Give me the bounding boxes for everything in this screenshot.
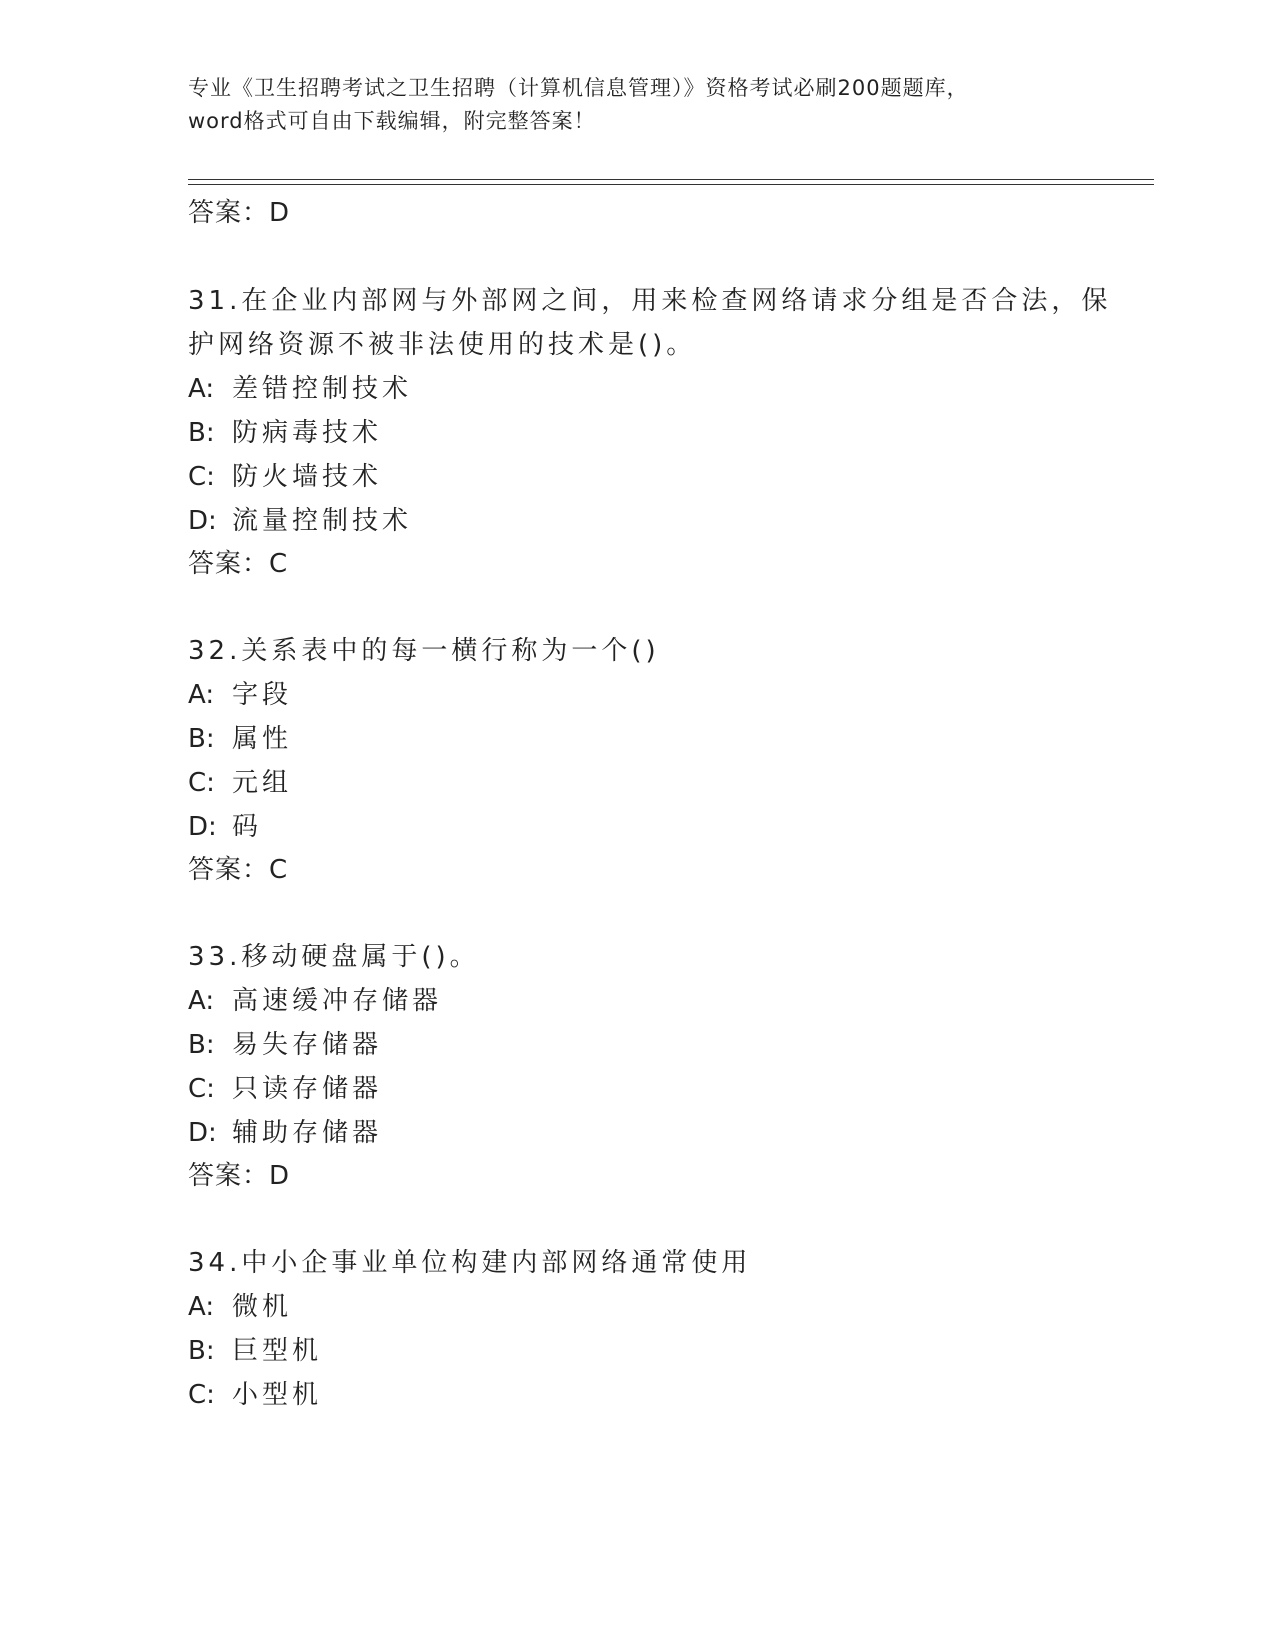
option-text: 易失存储器 [232, 1030, 383, 1060]
document-header [188, 72, 1088, 138]
question-32-option-a [188, 674, 292, 711]
question-33-answer: 答案：D [188, 1161, 291, 1191]
question-31-stem-line-1: 31.在企业内部网与外部网之间，用来检查网络请求分组是否合法，保 [188, 286, 1112, 316]
question-33-option-a [188, 980, 442, 1017]
question-33-option-b [188, 1024, 382, 1061]
option-text: 属性 [232, 724, 293, 754]
option-key: B: [188, 1336, 215, 1366]
option-key: D: [188, 1118, 217, 1148]
question-34-option-b [188, 1330, 322, 1367]
question-32-answer: 答案：C [188, 855, 289, 885]
question-32-option-c [188, 762, 292, 799]
question-31-option-b [188, 412, 382, 449]
option-text: 防病毒技术 [232, 418, 383, 448]
header-divider-top [188, 179, 1154, 180]
option-key: A: [188, 374, 215, 404]
question-33-option-d [188, 1112, 382, 1149]
answer-previous: 答案：D [188, 198, 291, 228]
option-text: 防火墙技术 [232, 462, 383, 492]
option-key: B: [188, 418, 215, 448]
question-34-option-c [188, 1374, 322, 1411]
question-34-option-a [188, 1286, 292, 1323]
option-text: 巨型机 [232, 1336, 323, 1366]
option-key: D: [188, 506, 217, 536]
question-31-option-d [188, 500, 412, 537]
question-32-option-d [188, 806, 262, 843]
question-33-option-c [188, 1068, 382, 1105]
option-text: 字段 [232, 680, 293, 710]
option-key: C: [188, 462, 215, 492]
question-31-option-a [188, 368, 412, 405]
option-text: 差错控制技术 [232, 374, 413, 404]
option-key: C: [188, 768, 215, 798]
option-text: 小型机 [232, 1380, 323, 1410]
option-key: A: [188, 1292, 215, 1322]
option-text: 辅助存储器 [232, 1118, 383, 1148]
question-34-stem-line-1: 34.中小企事业单位构建内部网络通常使用 [188, 1248, 752, 1278]
question-33-stem-line-1: 33.移动硬盘属于()。 [188, 942, 480, 972]
header-title-line-1: 专业《卫生招聘考试之卫生招聘（计算机信息管理）》资格考试必刷200题题库， [188, 76, 969, 100]
option-key: B: [188, 1030, 215, 1060]
option-key: B: [188, 724, 215, 754]
option-key: C: [188, 1380, 215, 1410]
question-31-answer: 答案：C [188, 549, 289, 579]
option-text: 流量控制技术 [232, 506, 413, 536]
question-31-option-c [188, 456, 382, 493]
option-text: 元组 [232, 768, 293, 798]
option-text: 只读存储器 [232, 1074, 383, 1104]
question-31-stem-line-2: 护网络资源不被非法使用的技术是()。 [188, 330, 697, 360]
header-title-line-2: word格式可自由下载编辑，附完整答案！ [188, 109, 596, 133]
option-text: 码 [232, 812, 263, 842]
option-key: C: [188, 1074, 215, 1104]
option-text: 微机 [232, 1292, 293, 1322]
question-32-option-b [188, 718, 292, 755]
option-text: 高速缓冲存储器 [232, 986, 443, 1016]
option-key: A: [188, 680, 215, 710]
option-key: A: [188, 986, 215, 1016]
header-divider-bottom [188, 184, 1154, 185]
question-32-stem-line-1: 32.关系表中的每一横行称为一个() [188, 636, 660, 666]
option-key: D: [188, 812, 217, 842]
